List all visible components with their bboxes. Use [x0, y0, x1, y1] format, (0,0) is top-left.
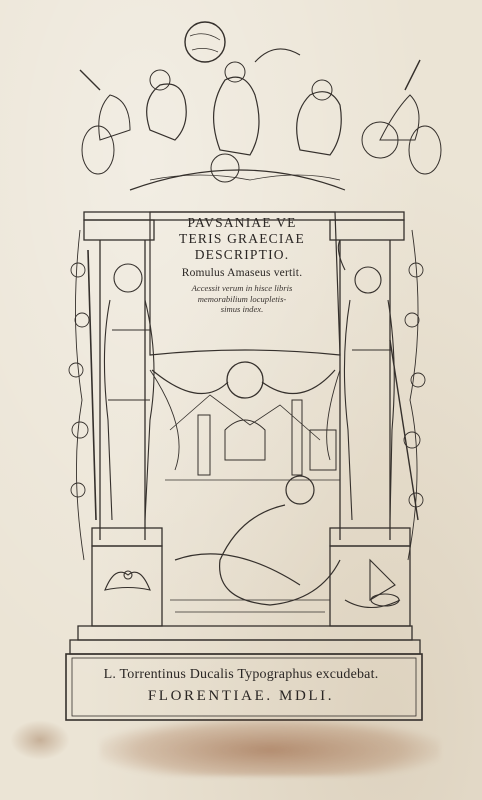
title-cartouche — [158, 215, 326, 355]
printer-line: L. Torrentinus Ducalis Typographus excudebat. — [103, 667, 379, 682]
title-line-1: PAVSANIAE VE — [187, 215, 297, 230]
lion-mask-drapery — [150, 362, 340, 470]
allegorical-figures-top — [80, 22, 441, 190]
ship-relief — [345, 560, 400, 608]
index-note-line-2: memorabilium locupletis- — [197, 293, 287, 304]
index-note-line-1: Accessit verum in hisce libris — [191, 283, 293, 293]
standing-figure-right — [338, 240, 418, 520]
standing-figure-minerva — [88, 250, 154, 520]
paper-spot — [10, 720, 70, 760]
index-note-line-3: simus index. — [220, 304, 264, 314]
place-date-line: FLORENTIAE. MDLI. — [147, 688, 335, 704]
title-line-2: TERIS GRAECIAE — [179, 231, 305, 246]
translator-credit: Romulus Amaseus vertit. — [181, 267, 303, 279]
title-line-3: DESCRIPTIO. — [194, 247, 290, 262]
water-stain — [100, 718, 440, 776]
imprint-panel — [82, 661, 400, 717]
city-landscape — [165, 395, 340, 480]
index-note — [158, 283, 326, 315]
river-god — [170, 476, 340, 612]
eagle-relief — [105, 571, 150, 590]
